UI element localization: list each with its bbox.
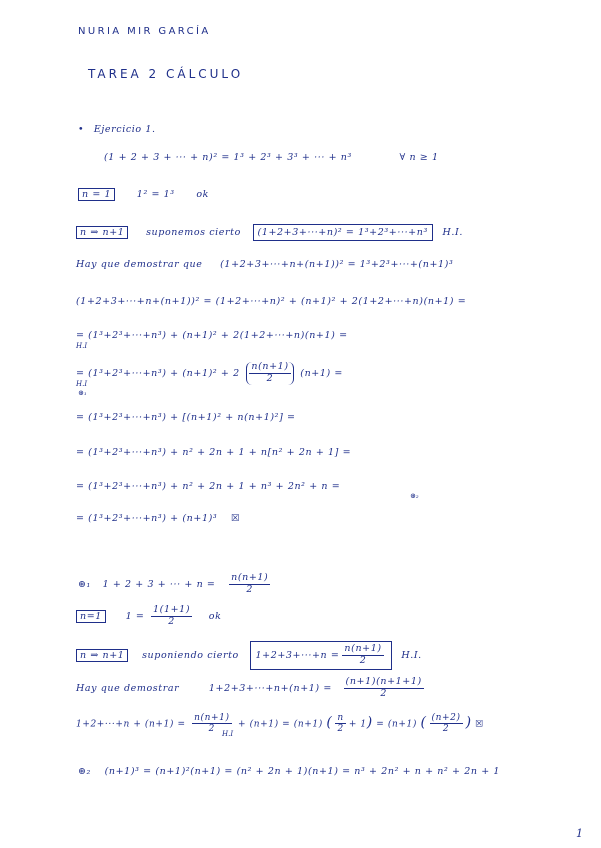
hi-tag: H.I xyxy=(76,342,88,350)
lemma-goal-fraction xyxy=(344,677,424,700)
hi-tag-2: H.I xyxy=(76,380,88,388)
lemma-goal-left: 1+2+3+···+n+(n+1) = xyxy=(208,682,332,694)
derivation-step-4: = (1³+2³+···+n³) + [(n+1)² + n(n+1)²] = xyxy=(76,412,296,423)
induction-label: n ⇒ n+1 xyxy=(76,226,128,239)
lemma-proof-left: 1+2+···+n + (n+1) = xyxy=(76,719,186,730)
derivation-step-3-text: = (1³+2³+···+n³) + (n+1)² + 2 xyxy=(76,367,240,379)
lemma-left: 1 + 2 + 3 + ··· + n = xyxy=(102,578,216,590)
lemma-hypothesis xyxy=(250,641,391,670)
qed-icon: ☒ xyxy=(230,513,241,524)
close-paren: ) xyxy=(366,714,373,731)
lemma-base-label: n=1 xyxy=(76,610,106,623)
statement-quantifier: ∀ n ≥ 1 xyxy=(399,152,439,163)
hypothesis-tag: H.I. xyxy=(442,227,463,238)
star-1-tag: ⊛₁ xyxy=(78,389,87,397)
lemma-proof-paren-fraction xyxy=(335,713,345,735)
fraction-tail: (n+1) = xyxy=(300,367,343,379)
lemma-proof-mid: + (n+1) = (n+1) xyxy=(238,719,323,730)
lemma-proof-fraction-1-num: n(n+1) xyxy=(194,713,230,723)
qed-icon-2: ☒ xyxy=(475,719,484,730)
derivation-step-3 xyxy=(76,362,343,385)
induction-step xyxy=(76,227,463,238)
lemma-hyp-fraction-den: 2 xyxy=(359,654,367,666)
page-title: TAREA 2 CÁLCULO xyxy=(88,67,244,81)
lemma-goal-fraction-den: 2 xyxy=(380,687,387,699)
goal-line xyxy=(76,259,453,270)
lemma-goal-fraction-num: (n+1)(n+1+1) xyxy=(345,676,422,687)
lemma-base-fraction-num: 1(1+1) xyxy=(153,604,191,615)
exercise-heading xyxy=(78,124,156,135)
induction-hypothesis: (1+2+3+···+n)² = 1³+2³+···+n³ xyxy=(253,224,433,241)
close-paren-2: ) xyxy=(465,714,472,731)
lemma-base-ok: ok xyxy=(208,610,222,622)
lemma-proof-paren-num: n xyxy=(337,713,344,723)
star-2-tag: ⊛₂ xyxy=(410,492,419,500)
suppose-text: suponemos cierto xyxy=(146,227,241,238)
lemma-must-show: Hay que demostrar xyxy=(76,682,180,694)
lemma-goal xyxy=(76,677,427,700)
star2-label: ⊛₂ xyxy=(78,766,91,777)
lemma-proof xyxy=(76,713,484,735)
bullet: • xyxy=(78,124,85,135)
page-number: 1 xyxy=(576,827,583,840)
base-case-equation: 1² = 1³ xyxy=(136,189,175,200)
fraction-denominator: 2 xyxy=(266,372,274,384)
open-paren-2: ( xyxy=(420,714,427,731)
lemma-base-fraction-den: 2 xyxy=(168,615,175,627)
star2-equation: (n+1)³ = (n+1)²(n+1) = (n² + 2n + 1)(n+1) = n³ + 2n² + n + n² + 2n + 1 xyxy=(104,766,501,777)
lemma-ind-label: n ⇒ n+1 xyxy=(76,649,128,662)
fraction-n-n1-over-2 xyxy=(246,362,293,385)
lemma-induction xyxy=(76,641,422,670)
lemma-hyp-left: 1+2+3+···+n = xyxy=(255,649,340,661)
derivation-step-2: = (1³+2³+···+n³) + (n+1)² + 2(1+2+···+n)(n+1) = xyxy=(76,330,348,341)
lemma-star: ⊛₁ xyxy=(78,578,91,590)
lemma-statement xyxy=(78,573,273,596)
lemma-proof-fraction-1-den: 2 xyxy=(208,724,215,735)
base-case-ok: ok xyxy=(196,189,210,200)
must-show-text: Hay que demostrar que xyxy=(76,259,203,270)
lemma-base-fraction xyxy=(151,605,192,628)
lemma-proof-fraction-2 xyxy=(430,713,463,735)
lemma-base-eq: 1 = xyxy=(125,610,145,622)
star2-line xyxy=(78,766,500,777)
author-name: NURIA MIR GARCÍA xyxy=(78,26,211,37)
base-case xyxy=(78,189,209,200)
lemma-proof-eq: = (n+1) xyxy=(376,719,417,730)
derivation-step-5: = (1³+2³+···+n³) + n² + 2n + 1 + n[n² + 2n + 1] = xyxy=(76,447,352,458)
derivation-step-1: (1+2+3+···+n+(n+1))² = (1+2+···+n)² + (n+1)² + 2(1+2+···+n)(n+1) = xyxy=(76,296,467,307)
lemma-hyp-fraction xyxy=(342,644,383,667)
exercise-label: Ejercicio 1. xyxy=(93,124,156,135)
lemma-fraction-den: 2 xyxy=(246,583,254,595)
lemma-fraction-num: n(n+1) xyxy=(231,572,269,583)
lemma-proof-mid2: + 1 xyxy=(348,719,367,730)
derivation-step-7-text: = (1³+2³+···+n³) + (n+1)³ xyxy=(76,513,218,524)
lemma-base-case xyxy=(76,605,221,628)
lemma-proof-paren-den: 2 xyxy=(337,724,344,735)
exercise-statement xyxy=(104,152,439,163)
fraction-numerator: n(n+1) xyxy=(251,361,289,372)
lemma-proof-fraction-2-den: 2 xyxy=(442,724,450,735)
lemma-proof-fraction-2-num: (n+2) xyxy=(431,713,461,723)
lemma-fraction xyxy=(229,573,270,596)
goal-equation: (1+2+3+···+n+(n+1))² = 1³+2³+···+(n+1)³ xyxy=(220,259,454,270)
statement-equation: (1 + 2 + 3 + ··· + n)² = 1³ + 2³ + 3³ + ··· + n³ xyxy=(104,152,352,163)
lemma-hi-tag: H.I xyxy=(222,730,234,738)
lemma-suppose: suponiendo cierto xyxy=(142,649,239,661)
derivation-step-6: = (1³+2³+···+n³) + n² + 2n + 1 + n³ + 2n² + n = xyxy=(76,481,341,492)
lemma-hyp-fraction-num: n(n+1) xyxy=(344,643,382,654)
derivation-step-7 xyxy=(76,513,240,524)
base-case-label: n = 1 xyxy=(78,188,115,201)
open-paren: ( xyxy=(326,714,333,731)
lemma-hi: H.I. xyxy=(401,649,422,661)
